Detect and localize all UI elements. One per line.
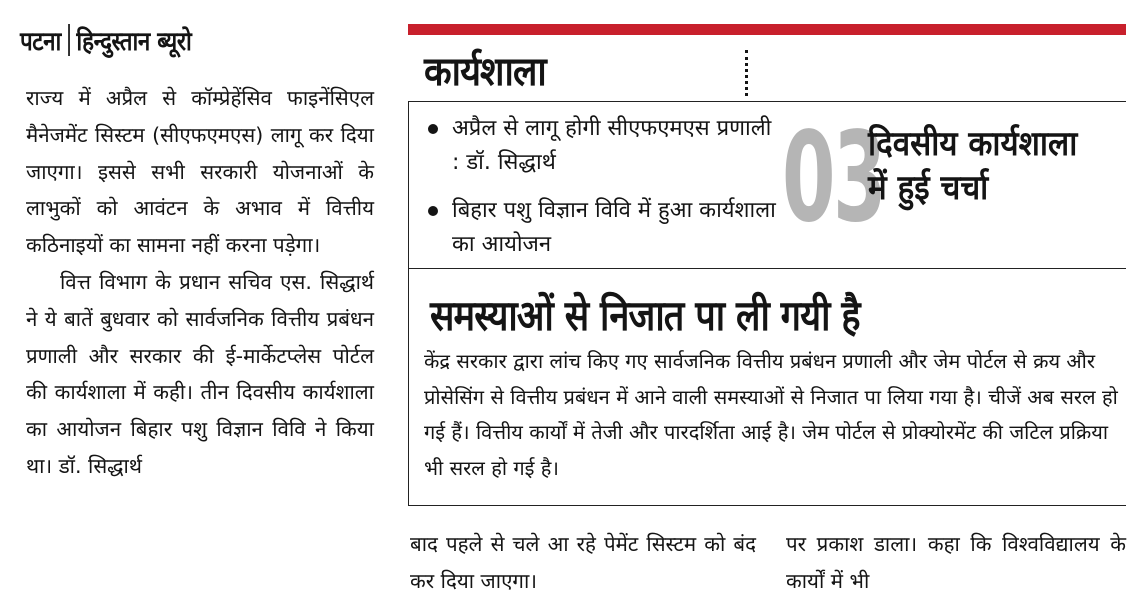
highlight-text: बिहार पशु विज्ञान विवि में हुआ कार्यशाला का आयोजन	[452, 198, 776, 257]
big-number: 03	[782, 106, 885, 250]
box-border-bottom	[408, 505, 1126, 506]
section-label: कार्यशाला	[424, 48, 546, 95]
article-paragraph-1: राज्य में अप्रैल से कॉम्प्रेहेंसिव फाइनेंसिएल मैनेजमेंट सिस्टम (सीएफएमएस) लागू कर दिया जाएगा। इससे सभी सरकारी योजनाओं के लाभुकों को आवंटन के अभाव में वित्तीय कठिनाइयों का सामना नहीं करना पड़ेगा।	[26, 86, 374, 258]
article-middle-column: बाद पहले से चले आ रहे पेमेंट सिस्टम को बंद कर दिया जाएगा।	[410, 532, 756, 593]
dateline-bureau: हिन्दुस्तान ब्यूरो	[76, 27, 192, 57]
box-border-top	[408, 101, 1126, 102]
highlight-item	[424, 194, 784, 262]
article-left-column	[26, 80, 374, 485]
bullet-icon	[428, 124, 438, 134]
red-rule-divider	[408, 24, 1126, 35]
article-right-column: पर प्रकाश डाला। कहा कि विश्वविद्यालय के कार्यों में भी	[786, 532, 1126, 593]
dateline-city: पटना	[20, 27, 61, 57]
subheading: समस्याओं से निजात पा ली गयी है	[430, 290, 860, 340]
highlight-text: अप्रैल से लागू होगी सीएफएमएस प्रणाली : डॉ. सिद्धार्थ	[452, 116, 772, 175]
summary-text: केंद्र सरकार द्वारा लांच किए गए सार्वजनिक वित्तीय प्रबंधन प्रणाली और जेम पोर्टल से क्रय और प्रोसेसिंग से वित्तीय प्रबंधन में आने वाली समस्याओं से निजात पा लिया गया है। चीजें अब सरल हो गई हैं। वित्तीय कार्यों में तेजी और पारदर्शिता आई है। जेम पोर्टल से प्रोक्योरमेंट की जटिल प्रक्रिया भी सरल हो गई है।	[424, 349, 1118, 480]
bullet-icon	[428, 206, 438, 216]
dateline-separator	[68, 24, 70, 56]
dotted-divider	[745, 50, 748, 96]
article-paragraph-2: वित्त विभाग के प्रधान सचिव एस. सिद्धार्थ ने ये बातें बुधवार को सार्वजनिक वित्तीय प्रबंधन प्रणाली और सरकार की ई-मार्केटप्लेस पोर्टल की कार्यशाला में कही। तीन दिवसीय कार्यशाला का आयोजन बिहार पशु विज्ञान विवि ने किया था। डॉ. सिद्धार्थ	[26, 269, 374, 478]
highlight-item	[424, 112, 784, 180]
number-caption: दिवसीय कार्यशाला में हुई चर्चा	[868, 124, 1078, 208]
dateline	[20, 20, 191, 60]
box-border-left	[408, 101, 409, 505]
highlights-list	[424, 112, 784, 276]
